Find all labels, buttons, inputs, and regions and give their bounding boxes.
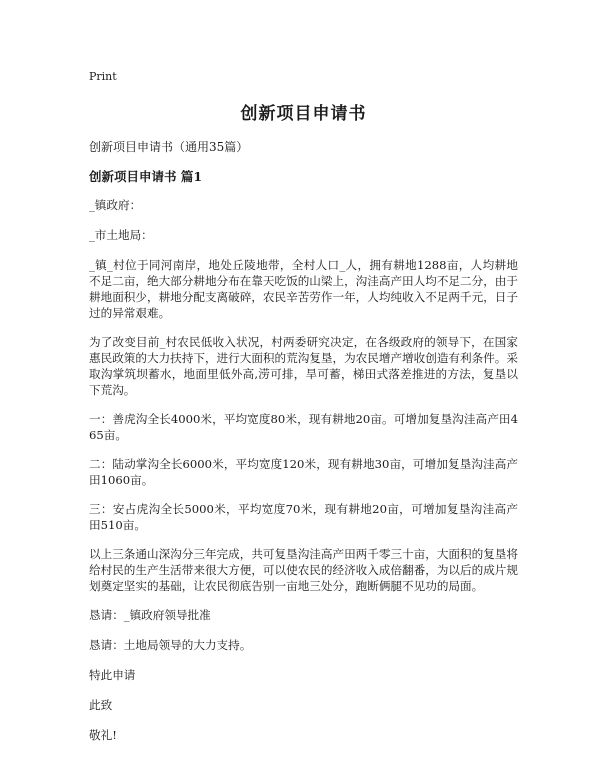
paragraph-closing-regards: 此致 xyxy=(89,698,113,712)
paragraph-ditch-two: 二：陆动掌沟全长6000米，平均宽度120米，现有耕地30亩，可增加复垦沟洼高产田1060亩。 xyxy=(89,457,518,487)
document-subtitle: 创新项目申请书（通用35篇） xyxy=(89,140,249,154)
paragraph-ditch-one: 一：善虎沟全长4000米，平均宽度80米，现有耕地20亩。可增加复垦沟洼高产田465亩。 xyxy=(89,412,518,442)
paragraph-addressee-bureau: _市土地局： xyxy=(89,228,153,242)
paragraph-request-town: 恳请：_镇政府领导批准 xyxy=(89,608,211,622)
paragraph-ditch-three: 三：安占虎沟全长5000米，平均宽度70米，现有耕地20亩，可增加复垦沟洼高产田510亩。 xyxy=(89,502,518,532)
paragraph-addressee-town: _镇政府： xyxy=(89,198,142,212)
print-link[interactable]: Print xyxy=(89,70,117,83)
paragraph-plan: 为了改变目前_村农民低收入状况，村两委研究决定，在各级政府的领导下，在国家惠民政策的大力扶持下，进行大面积的荒沟复垦，为农民增产增收创造有利条件。采取沟掌筑坝蓄水，地面里低外高,涝可排，旱可蓄，梯田式落差推进的方法，复垦以下荒沟。 xyxy=(89,335,518,397)
section-heading: 创新项目申请书 篇1 xyxy=(89,169,203,184)
paragraph-closing-apply: 特此申请 xyxy=(89,668,136,682)
document-title: 创新项目申请书 xyxy=(240,104,367,124)
paragraph-summary: 以上三条通山深沟分三年完成，共可复垦沟洼高产田两千零三十亩，大面积的复垦将给村民的生产生活带来很大方便，可以使农民的经济收入成倍翻番，为以后的成片规划奠定坚实的基础，让农民彻底告别一亩地三处分，跑断俩腿不见功的局面。 xyxy=(89,547,518,593)
paragraph-village-intro: _镇_村位于同河南岸，地处丘陵地带，全村人口_人，拥有耕地1288亩，人均耕地不足二亩，绝大部分耕地分布在靠天吃饭的山梁上，沟洼高产田人均不足二分，由于耕地面积少，耕地分配支离破碎，农民辛苦劳作一年，人均纯收入不足两千元，日子过的异常艰难。 xyxy=(89,258,518,320)
paragraph-closing-salute: 敬礼! xyxy=(89,728,117,742)
paragraph-request-bureau: 恳请：土地局领导的大力支持。 xyxy=(89,638,252,652)
